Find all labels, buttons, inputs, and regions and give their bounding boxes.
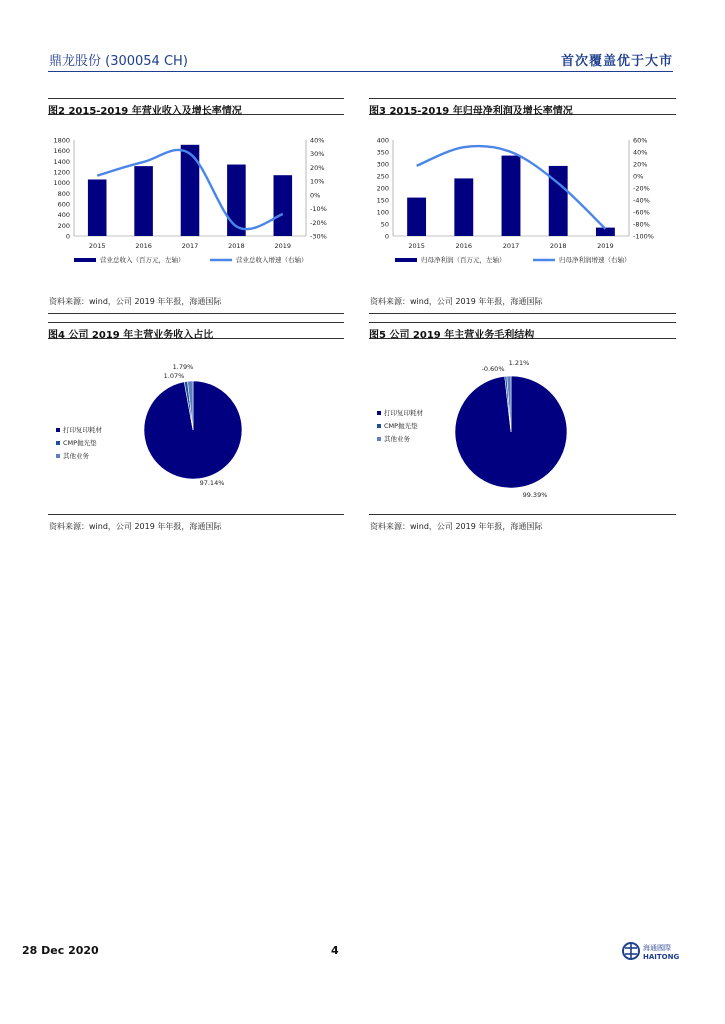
pie-data-label: 1.21% [508,359,530,367]
figure-5-source: 资料来源：wind，公司 2019 年年报，海通国际 [370,522,543,531]
legend-swatch [377,424,381,428]
bar [88,179,107,236]
pie-data-label: 97.14% [199,479,225,487]
report-ticker: 鼎龙股份 (300054 CH) [49,54,188,69]
bar [407,198,426,236]
legend-line-label: 归母净利润增速（右轴） [559,256,631,264]
right-tick-label: -80% [633,220,650,229]
page-number: 4 [331,944,339,957]
figure-5-title: 图5 公司 2019 年主营业务毛利结构 [369,322,676,339]
x-tick-label: 2016 [455,242,473,250]
right-tick-label: -10% [310,205,327,214]
left-tick-label: 1200 [53,168,70,177]
right-tick-label: -20% [633,184,650,193]
figure-5-chart [369,342,676,512]
figure-4-source: 资料来源：wind，公司 2019 年年报，海通国际 [49,522,222,531]
right-tick-label: 40% [633,148,648,157]
figure-3 [369,98,676,313]
haitong-logo-icon [622,940,680,962]
haitong-logo [622,940,680,962]
legend-swatch [56,454,60,458]
bar [181,145,200,236]
figure-4-chart [48,342,344,512]
figure-2-rule [48,313,344,314]
left-tick-label: 400 [376,136,389,145]
left-tick-label: 250 [376,172,389,181]
right-tick-label: 0% [633,172,644,181]
pie-data-label: 1.07% [163,372,185,380]
bar [134,166,153,236]
left-tick-label: 300 [376,160,389,169]
x-tick-label: 2019 [274,242,292,250]
left-tick-label: 0 [65,232,70,241]
figure-3-title: 图3 2015-2019 年归母净利润及增长率情况 [369,98,676,115]
x-tick-label: 2017 [502,242,520,250]
x-tick-label: 2015 [408,242,425,250]
right-tick-label: 60% [633,136,648,145]
figure-3-rule [369,313,676,314]
right-tick-label: 40% [310,136,325,145]
figure-2 [48,98,344,313]
pie-data-label: 1.79% [172,363,194,371]
figure-4-rule [48,514,344,515]
legend-swatch [377,437,381,441]
figure-4 [48,322,344,512]
x-tick-label: 2016 [135,242,152,250]
right-tick-label: 20% [310,163,325,172]
figure-3-chart [369,136,676,311]
right-tick-label: -30% [310,232,327,241]
right-tick-label: -20% [310,218,327,227]
left-tick-label: 1000 [53,179,70,188]
left-tick-label: 200 [57,221,70,230]
legend-swatch [56,428,60,432]
footer-date: 28 Dec 2020 [22,944,99,957]
right-tick-label: 0% [310,191,321,200]
left-tick-label: 1600 [53,147,70,156]
figure-3-source: 资料来源：wind，公司 2019 年年报，海通国际 [370,297,543,306]
x-tick-label: 2019 [597,242,614,250]
logo-cn: 海通國際 [643,944,671,952]
x-tick-label: 2018 [549,242,567,250]
legend-label: CMP抛光垫 [63,439,97,447]
figure-5 [369,322,676,512]
legend-label: 其他业务 [63,452,89,460]
legend-label: 其他业务 [384,435,410,443]
left-tick-label: 800 [57,189,70,198]
legend-label: 打印复印耗材 [63,426,102,434]
left-tick-label: 1800 [53,136,70,145]
right-tick-label: -100% [633,232,654,241]
right-tick-label: 30% [310,150,325,159]
legend-swatch [377,411,381,415]
legend-line-label: 营业总收入增速（右轴） [236,256,308,264]
left-tick-label: 400 [57,211,70,220]
figure-2-chart [48,136,344,311]
left-tick-label: 350 [376,148,389,157]
bar [596,228,615,236]
x-tick-label: 2017 [181,242,199,250]
legend-label: CMP抛光垫 [384,422,418,430]
right-tick-label: 10% [310,177,325,186]
bar [502,156,521,236]
bar [274,175,293,236]
left-tick-label: 100 [376,208,389,217]
bar [454,178,473,236]
header-divider [48,71,673,72]
figure-4-title: 图4 公司 2019 年主营业务收入占比 [48,322,344,339]
left-tick-label: 50 [380,220,389,229]
left-tick-label: 600 [57,200,70,209]
x-tick-label: 2018 [228,242,245,250]
right-tick-label: -60% [633,208,650,217]
legend-bar-label: 归母净利润（百万元，左轴） [421,256,506,264]
figure-5-rule [369,514,676,515]
left-tick-label: 150 [376,196,389,205]
x-tick-label: 2015 [88,242,106,250]
legend-swatch [56,441,60,445]
pie-data-label: -0.60% [481,365,505,373]
pie-data-label: 99.39% [522,491,548,499]
right-tick-label: -40% [633,196,650,205]
logo-en: HAITONG [643,953,680,961]
report-rating: 首次覆盖优于大市 [560,54,673,69]
legend-bar-label: 营业总收入（百万元，左轴） [100,256,185,264]
figure-2-title: 图2 2015-2019 年营业收入及增长率情况 [48,98,344,115]
legend-bar-swatch [395,258,417,262]
legend-bar-swatch [74,258,96,262]
left-tick-label: 1400 [53,157,70,166]
left-tick-label: 0 [384,232,389,241]
right-tick-label: 20% [633,160,648,169]
legend-label: 打印复印耗材 [384,409,423,417]
left-tick-label: 200 [376,184,389,193]
figure-2-source: 资料来源：wind，公司 2019 年年报，海通国际 [49,297,222,306]
